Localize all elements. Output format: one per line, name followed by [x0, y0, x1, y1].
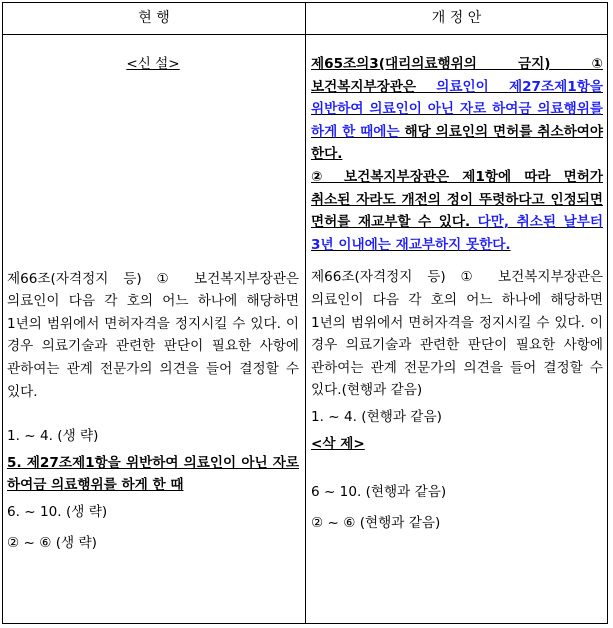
new-marker: <신 설>	[126, 56, 180, 72]
amended-items-2-6: ② ~ ⑥ (현행과 같음)	[311, 514, 441, 531]
header-current: 현 행	[138, 10, 170, 26]
amended-art65-para2	[311, 166, 603, 256]
art65-p1-end: 해당 의료인의 면허를 취소하여야 한다.	[311, 123, 603, 163]
current-items-2-6: ② ~ ⑥ (생 략)	[7, 534, 97, 551]
amended-column	[311, 35, 603, 534]
art65-p2: ② 보건복지부장관은 제1항에 따라 면허가 취소된 자라도 개전의 정이 뚜렷하다고 인정되면 면허를 재교부할 수 있다.	[311, 168, 603, 231]
header-amended: 개 정 안	[431, 10, 482, 26]
amended-items-6-10: 6 ~ 10. (현행과 같음)	[311, 484, 447, 501]
comparison-table	[2, 2, 608, 624]
current-item-5: 5. 제27조제1항을 위반하여 의료인이 아닌 자로 하여금 의료행위를 하게 한 때	[7, 454, 299, 494]
amended-items-1-4: 1. ~ 4. (현행과 같음)	[311, 408, 442, 425]
amended-art65-para1	[311, 53, 603, 166]
current-art66-intro: 제66조(자격정지 등) ① 보건복지부장관은 의료인이 다음 각 호의 어느 하나에 해당하면 1년의 범위에서 면허자격을 정지시킬 수 있다. 이 경우 의료기술과 관련한 판단이 필요한 사항에 관하여는 관계 전문가의 의견을 들어 결정할 수 있다.	[7, 270, 299, 400]
art65-title: 제65조의3(대리의료행위의 금지) ① 보건복지부장관은	[311, 56, 603, 95]
art65-p2-highlight: 다만, 취소된 날부터 3년 이내에는 재교부하지 못한다.	[311, 214, 603, 253]
column-divider	[305, 3, 306, 623]
current-items-1-4: 1. ~ 4. (생 략)	[7, 428, 99, 445]
current-column	[7, 35, 299, 554]
art65-p1-highlight: 의료인이 제27조제1항을 위반하여 의료인이 아닌 자로 하여금 의료행위를 하게 한 때에는	[311, 78, 603, 140]
amended-item-5-deleted: <삭 제>	[311, 435, 365, 452]
amended-art66-intro: 제66조(자격정지 등) ① 보건복지부장관은 의료인이 다음 각 호의 어느 하나에 해당하면 1년의 범위에서 면허자격을 정지시킬 수 있다. 이 경우 의료기술과 관련한 판단이 필요한 사항에 관하여는 관계 전문가의 의견을 들어 결정할 수 있다.(현행과 같음)	[311, 269, 603, 399]
current-items-6-10: 6. ~ 10. (생 략)	[7, 503, 108, 520]
